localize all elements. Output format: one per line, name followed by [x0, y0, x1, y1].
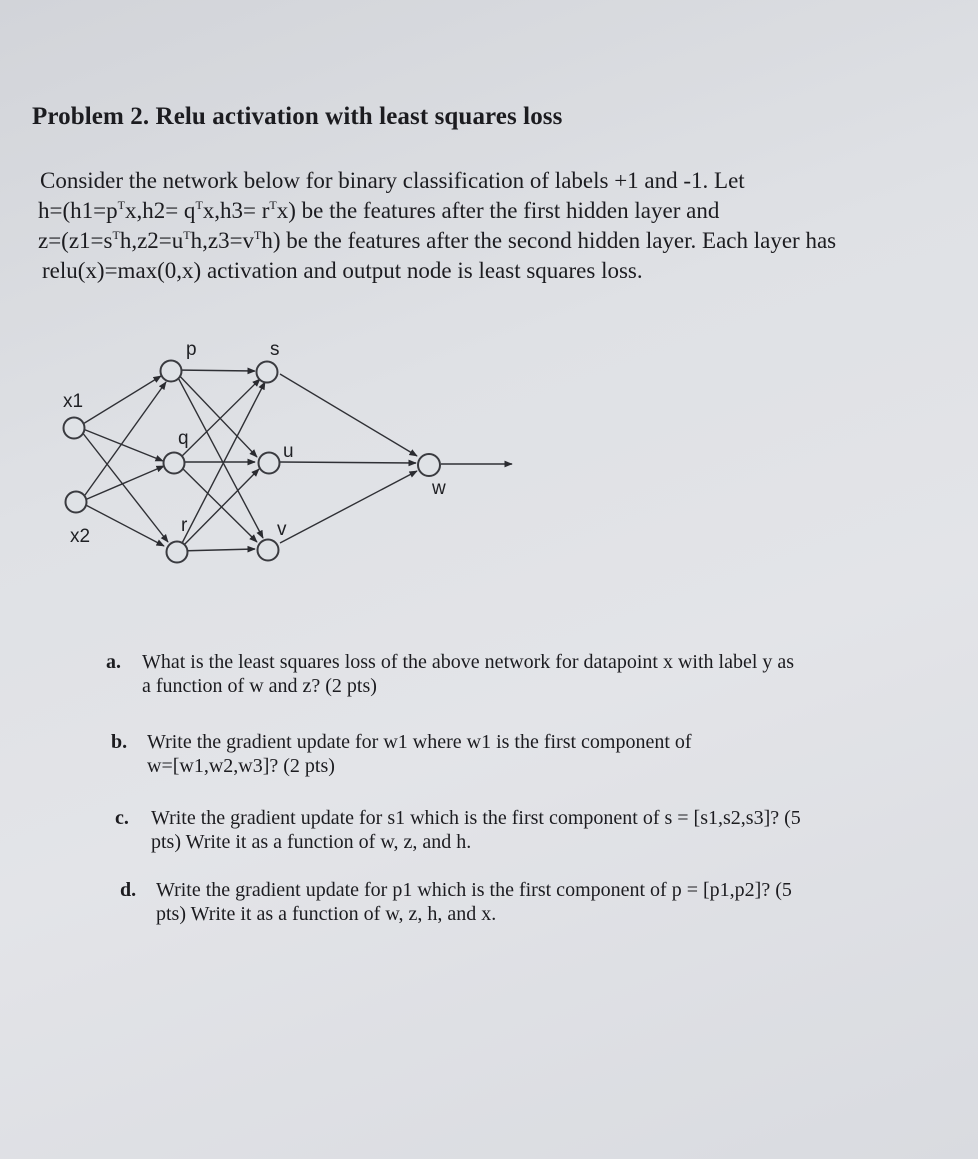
label-p: p [186, 339, 197, 360]
network-diagram [50, 330, 530, 580]
edge-v-w [280, 471, 417, 543]
transpose-superscript: T [183, 228, 191, 242]
problem-intro [40, 166, 920, 286]
edge-r-u [178, 469, 259, 551]
node-s [257, 362, 278, 383]
intro-line-1: Consider the network below for binary classification of labels +1 and -1. Let [40, 168, 745, 193]
problem-title: Problem 2. Relu activation with least squares loss [32, 103, 563, 130]
edge-u-w [280, 462, 416, 463]
edge-r-s [178, 382, 265, 551]
question-b-text [147, 730, 692, 778]
edge-q-s [176, 379, 260, 462]
question-d-text [156, 878, 792, 926]
transpose-superscript: T [254, 228, 262, 242]
edge-x2-r [80, 502, 164, 546]
node-p [161, 361, 182, 382]
node-x1 [64, 418, 85, 439]
transpose-superscript: T [269, 198, 277, 212]
question-c-line-1: Write the gradient update for s1 which is the first component of s = [s1,s2,s3]? (5 [151, 807, 801, 829]
question-a-line-2: a function of w and z? (2 pts) [142, 675, 377, 697]
question-d-label: d. [120, 879, 137, 901]
question-c-label: c. [115, 807, 129, 829]
edge-x1-p [78, 376, 161, 427]
node-v [258, 540, 279, 561]
node-r [167, 542, 188, 563]
label-q: q [178, 428, 189, 449]
transpose-superscript: T [117, 198, 125, 212]
label-x1: x1 [63, 391, 84, 412]
edge-s-w [280, 374, 417, 456]
intro-line-2: $h=(h1=p^Tx,h2= q^Tx,h3= r^Tx)$ be the features after the first hidden layer and [38, 198, 720, 223]
question-b-label: b. [111, 731, 128, 753]
node-x2 [66, 492, 87, 513]
node-w [418, 454, 440, 476]
question-b-line-2: w=[w1,w2,w3]? (2 pts) [147, 755, 335, 777]
intro-line-4: relu(x)=max(0,x) activation and output node is least squares loss. [42, 258, 643, 283]
label-v: v [277, 519, 287, 540]
edge-p-s [174, 370, 255, 371]
label-w: w [432, 478, 446, 499]
question-a-label: a. [106, 651, 121, 673]
intro-line-3: $z=(z1=s^Th,z2=u^Th,z3=v^Th)$ be the features after the second hidden layer. Each layer has [38, 228, 837, 253]
node-u [259, 453, 280, 474]
question-a-line-1: What is the least squares loss of the above network for datapoint x with label y as [142, 651, 795, 673]
label-r: r [181, 515, 188, 536]
question-d-line-2: pts) Write it as a function of w, z, h, and x. [156, 903, 497, 925]
question-a-text [142, 650, 794, 698]
transpose-superscript: T [195, 198, 203, 212]
question-d-line-1: Write the gradient update for p1 which is the first component of p = [p1,p2]? (5 [156, 879, 792, 901]
transpose-superscript: T [112, 228, 120, 242]
label-x2: x2 [70, 526, 91, 547]
edge-r-v [178, 549, 255, 551]
label-s: s [270, 339, 280, 360]
question-b-line-1: Write the gradient update for w1 where w1 is the first component of [147, 731, 692, 753]
node-q [164, 453, 185, 474]
edge-p-v [174, 370, 263, 538]
question-c-line-2: pts) Write it as a function of w, z, and h. [151, 831, 472, 853]
label-u: u [283, 441, 294, 462]
question-c-text [151, 806, 801, 854]
